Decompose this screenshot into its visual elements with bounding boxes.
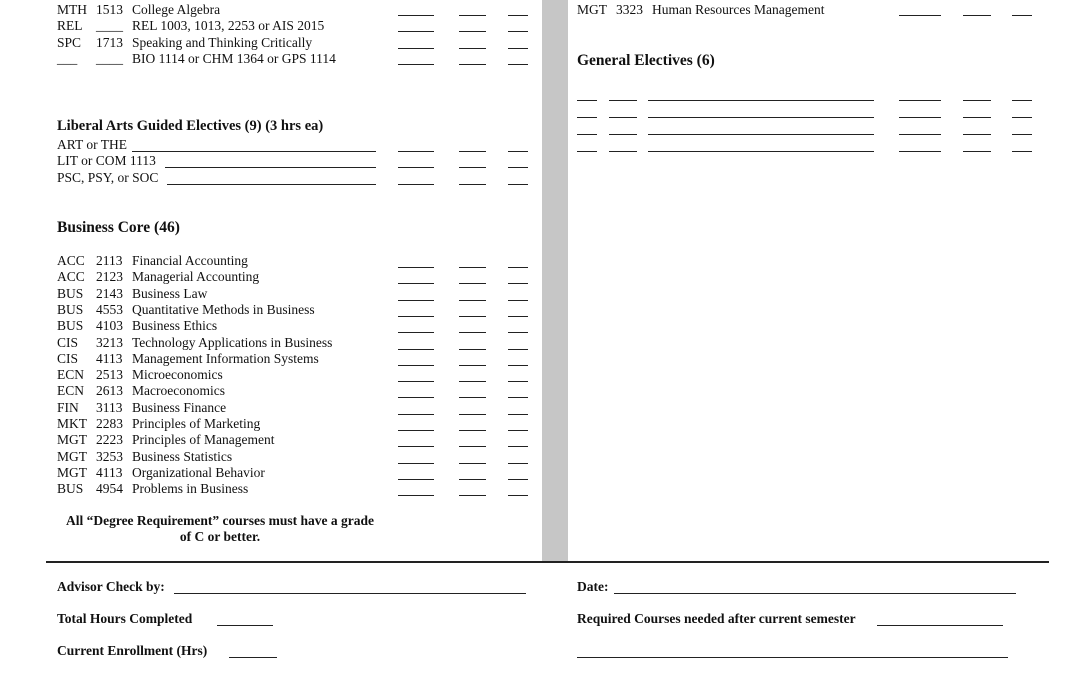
business-core-grade-blank-1[interactable] xyxy=(398,300,434,301)
business-core-row-subject: BUS xyxy=(57,301,84,317)
gen-ed-grade-blank-3[interactable] xyxy=(508,15,528,16)
business-core-row-number: 4954 xyxy=(96,481,123,497)
date-label: Date: xyxy=(577,579,609,594)
gen-ed-grade-blank-2[interactable] xyxy=(459,31,486,32)
gen-elective-grade-blank-2[interactable] xyxy=(963,134,991,135)
liberal-arts-grade-blank-1[interactable] xyxy=(398,184,434,185)
business-core-grade-blank-3[interactable] xyxy=(508,316,528,317)
business-core-heading: Business Core (46) xyxy=(57,219,180,236)
business-core-row-number: 2143 xyxy=(96,285,123,301)
business-core-row-title: Problems in Business xyxy=(132,481,249,497)
gen-elective-grade-blank-1[interactable] xyxy=(899,134,941,135)
right-course-row-number: 3323 xyxy=(616,2,643,17)
business-core-row-number: 2513 xyxy=(96,367,123,383)
gen-elective-grade-blank-3[interactable] xyxy=(1012,151,1032,152)
footer-rule xyxy=(46,561,1049,563)
gen-ed-grade-blank-2[interactable] xyxy=(459,48,486,49)
liberal-arts-row-label: ART or THE xyxy=(57,137,127,152)
business-core-grade-blank-2[interactable] xyxy=(459,283,486,284)
business-core-row-subject: MGT xyxy=(57,432,87,448)
business-core-grade-blank-1[interactable] xyxy=(398,397,434,398)
liberal-arts-course-field[interactable] xyxy=(167,184,376,185)
business-core-grade-blank-1[interactable] xyxy=(398,479,434,480)
gen-elective-grade-blank-3[interactable] xyxy=(1012,100,1032,101)
gen-elective-title-field[interactable] xyxy=(648,134,874,135)
business-core-row-subject: BUS xyxy=(57,285,84,301)
gen-elective-grade-blank-3[interactable] xyxy=(1012,134,1032,135)
gen-ed-grade-blank-3[interactable] xyxy=(508,31,528,32)
business-core-row-title: Quantitative Methods in Business xyxy=(132,301,315,317)
liberal-arts-course-field[interactable] xyxy=(165,167,376,168)
right-course-row-title: Human Resources Management xyxy=(652,2,825,17)
total-hours-label: Total Hours Completed xyxy=(57,611,193,626)
gen-ed-row-subject: ___ xyxy=(57,50,78,66)
gen-elective-number-field[interactable] xyxy=(609,117,637,118)
required-courses-field[interactable] xyxy=(877,625,1003,626)
business-core-grade-blank-2[interactable] xyxy=(459,300,486,301)
gen-elective-grade-blank-3[interactable] xyxy=(1012,117,1032,118)
gen-ed-row-title: BIO 1114 or CHM 1364 or GPS 1114 xyxy=(132,50,336,66)
column-separator xyxy=(542,0,568,562)
business-core-row-subject: CIS xyxy=(57,334,79,350)
business-core-grade-blank-1[interactable] xyxy=(398,463,434,464)
gen-ed-row-number: 1513 xyxy=(96,2,123,17)
business-core-grade-blank-3[interactable] xyxy=(508,479,528,480)
business-core-row-subject: BUS xyxy=(57,481,84,497)
gen-elective-grade-blank-2[interactable] xyxy=(963,100,991,101)
grade-note: All “Degree Requirement” courses must have a grade of C or better. xyxy=(65,513,375,544)
business-core-grade-blank-1[interactable] xyxy=(398,446,434,447)
business-core-row-subject: MGT xyxy=(57,448,87,464)
business-core-grade-blank-1[interactable] xyxy=(398,430,434,431)
business-core-row-number: 3113 xyxy=(96,399,123,415)
business-core-grade-blank-2[interactable] xyxy=(459,316,486,317)
business-core-row-number: 2283 xyxy=(96,416,123,431)
business-core-row-title: Business Finance xyxy=(132,399,227,415)
business-core-row-subject: BUS xyxy=(57,318,84,334)
business-core-grade-blank-3[interactable] xyxy=(508,430,528,431)
liberal-arts-grade-blank-1[interactable] xyxy=(398,151,434,152)
business-core-row-title: Managerial Accounting xyxy=(132,269,260,285)
date-field[interactable] xyxy=(614,593,1016,594)
business-core-grade-blank-3[interactable] xyxy=(508,300,528,301)
business-core-row-title: Management Information Systems xyxy=(132,350,319,366)
business-core-grade-blank-2[interactable] xyxy=(459,267,486,268)
gen-ed-row-title: Speaking and Thinking Critically xyxy=(132,34,313,50)
liberal-arts-heading: Liberal Arts Guided Electives (9) (3 hrs ea) xyxy=(57,118,324,134)
gen-ed-row-number: ____ xyxy=(96,18,123,34)
business-core-row-subject: CIS xyxy=(57,350,79,366)
business-core-grade-blank-3[interactable] xyxy=(508,267,528,268)
business-core-grade-blank-2[interactable] xyxy=(459,430,486,431)
liberal-arts-grade-blank-2[interactable] xyxy=(459,167,486,168)
liberal-arts-grade-blank-3[interactable] xyxy=(508,184,528,185)
gen-ed-grade-blank-3[interactable] xyxy=(508,48,528,49)
gen-elective-subject-field[interactable] xyxy=(577,117,597,118)
business-core-grade-blank-1[interactable] xyxy=(398,495,434,496)
gen-ed-grade-blank-1[interactable] xyxy=(398,15,434,16)
current-enrollment-field[interactable] xyxy=(229,657,277,658)
right-top-grade-blank-2[interactable] xyxy=(963,15,991,16)
business-core-grade-blank-3[interactable] xyxy=(508,446,528,447)
business-core-grade-blank-2[interactable] xyxy=(459,446,486,447)
business-core-row-subject: ACC xyxy=(57,269,85,285)
gen-elective-title-field[interactable] xyxy=(648,100,874,101)
gen-elective-grade-blank-1[interactable] xyxy=(899,100,941,101)
liberal-arts-grade-blank-1[interactable] xyxy=(398,167,434,168)
business-core-row-title: Organizational Behavior xyxy=(132,464,265,480)
business-core-row-subject: ECN xyxy=(57,367,84,383)
business-core-row-title: Business Statistics xyxy=(132,448,233,464)
required-courses-label: Required Courses needed after current semester xyxy=(577,611,856,626)
required-courses-continuation-field[interactable] xyxy=(577,657,1008,658)
business-core-grade-blank-3[interactable] xyxy=(508,414,528,415)
gen-elective-title-field[interactable] xyxy=(648,151,874,152)
business-core-row-number: 2223 xyxy=(96,432,123,448)
gen-ed-row-subject: MTH xyxy=(57,2,87,17)
gen-ed-grade-blank-3[interactable] xyxy=(508,64,528,65)
business-core-row-number: 2123 xyxy=(96,269,123,285)
gen-ed-grade-blank-2[interactable] xyxy=(459,15,486,16)
current-enrollment-label: Current Enrollment (Hrs) xyxy=(57,643,208,658)
business-core-grade-blank-3[interactable] xyxy=(508,365,528,366)
right-top-grade-blank-1[interactable] xyxy=(899,15,941,16)
business-core-row-number: 4113 xyxy=(96,350,123,366)
business-core-row-title: Macroeconomics xyxy=(132,383,225,399)
business-core-row-number: 2113 xyxy=(96,253,123,268)
liberal-arts-row-label: PSC, PSY, or SOC xyxy=(57,169,159,185)
liberal-arts-course-field[interactable] xyxy=(132,151,376,152)
business-core-grade-blank-3[interactable] xyxy=(508,463,528,464)
gen-elective-grade-blank-2[interactable] xyxy=(963,117,991,118)
gen-ed-row-title: College Algebra xyxy=(132,2,221,17)
general-electives-heading: General Electives (6) xyxy=(577,52,715,69)
business-core-grade-blank-1[interactable] xyxy=(398,316,434,317)
business-core-row-number: 3213 xyxy=(96,334,123,350)
business-core-row-number: 4113 xyxy=(96,464,123,480)
business-core-grade-blank-3[interactable] xyxy=(508,283,528,284)
advisor-check-field[interactable] xyxy=(174,593,526,594)
business-core-grade-blank-2[interactable] xyxy=(459,397,486,398)
gen-elective-grade-blank-2[interactable] xyxy=(963,151,991,152)
business-core-row-title: Microeconomics xyxy=(132,367,223,383)
right-top-grade-blank-3[interactable] xyxy=(1012,15,1032,16)
business-core-row-number: 4553 xyxy=(96,301,123,317)
business-core-grade-blank-2[interactable] xyxy=(459,463,486,464)
gen-ed-grade-blank-1[interactable] xyxy=(398,48,434,49)
business-core-grade-blank-1[interactable] xyxy=(398,414,434,415)
business-core-row-subject: MGT xyxy=(57,464,87,480)
gen-elective-grade-blank-1[interactable] xyxy=(899,151,941,152)
business-core-grade-blank-3[interactable] xyxy=(508,495,528,496)
gen-ed-row-title: REL 1003, 1013, 2253 or AIS 2015 xyxy=(132,18,325,34)
business-core-row-title: Principles of Management xyxy=(132,432,275,448)
business-core-grade-blank-2[interactable] xyxy=(459,349,486,350)
gen-elective-number-field[interactable] xyxy=(609,100,637,101)
gen-elective-subject-field[interactable] xyxy=(577,134,597,135)
business-core-row-number: 3253 xyxy=(96,448,123,464)
liberal-arts-grade-blank-2[interactable] xyxy=(459,184,486,185)
business-core-row-title: Business Ethics xyxy=(132,318,218,334)
business-core-grade-blank-2[interactable] xyxy=(459,381,486,382)
business-core-grade-blank-1[interactable] xyxy=(398,267,434,268)
business-core-grade-blank-1[interactable] xyxy=(398,332,434,333)
business-core-row-title: Financial Accounting xyxy=(132,253,248,268)
gen-ed-row-subject: SPC xyxy=(57,34,82,50)
advisor-check-label: Advisor Check by: xyxy=(57,579,165,594)
gen-elective-grade-blank-1[interactable] xyxy=(899,117,941,118)
business-core-grade-blank-2[interactable] xyxy=(459,495,486,496)
business-core-grade-blank-1[interactable] xyxy=(398,283,434,284)
business-core-grade-blank-3[interactable] xyxy=(508,332,528,333)
business-core-grade-blank-3[interactable] xyxy=(508,381,528,382)
business-core-grade-blank-2[interactable] xyxy=(459,414,486,415)
right-course-row-subject: MGT xyxy=(577,2,607,17)
gen-ed-grade-blank-1[interactable] xyxy=(398,64,434,65)
gen-elective-subject-field[interactable] xyxy=(577,151,597,152)
gen-elective-title-field[interactable] xyxy=(648,117,874,118)
business-core-row-number: 2613 xyxy=(96,383,123,399)
business-core-row-title: Business Law xyxy=(132,285,208,301)
business-core-row-number: 4103 xyxy=(96,318,123,334)
gen-ed-grade-blank-2[interactable] xyxy=(459,64,486,65)
gen-elective-number-field[interactable] xyxy=(609,151,637,152)
gen-ed-grade-blank-1[interactable] xyxy=(398,31,434,32)
liberal-arts-grade-blank-2[interactable] xyxy=(459,151,486,152)
business-core-row-subject: FIN xyxy=(57,399,79,415)
business-core-row-subject: ACC xyxy=(57,253,85,268)
business-core-grade-blank-2[interactable] xyxy=(459,365,486,366)
gen-elective-subject-field[interactable] xyxy=(577,100,597,101)
business-core-grade-blank-1[interactable] xyxy=(398,365,434,366)
liberal-arts-grade-blank-3[interactable] xyxy=(508,167,528,168)
gen-ed-row-number: 1713 xyxy=(96,34,123,50)
business-core-grade-blank-2[interactable] xyxy=(459,479,486,480)
business-core-row-subject: MKT xyxy=(57,416,87,431)
gen-elective-number-field[interactable] xyxy=(609,134,637,135)
liberal-arts-grade-blank-3[interactable] xyxy=(508,151,528,152)
business-core-row-subject: ECN xyxy=(57,383,84,399)
gen-ed-row-subject: REL xyxy=(57,18,83,34)
business-core-grade-blank-3[interactable] xyxy=(508,349,528,350)
gen-ed-row-number: ____ xyxy=(96,50,123,66)
total-hours-field[interactable] xyxy=(217,625,273,626)
business-core-grade-blank-1[interactable] xyxy=(398,349,434,350)
business-core-grade-blank-2[interactable] xyxy=(459,332,486,333)
business-core-grade-blank-1[interactable] xyxy=(398,381,434,382)
business-core-row-title: Principles of Marketing xyxy=(132,416,261,431)
liberal-arts-row-label: LIT or COM 1113 xyxy=(57,153,156,169)
business-core-row-title: Technology Applications in Business xyxy=(132,334,333,350)
business-core-grade-blank-3[interactable] xyxy=(508,397,528,398)
